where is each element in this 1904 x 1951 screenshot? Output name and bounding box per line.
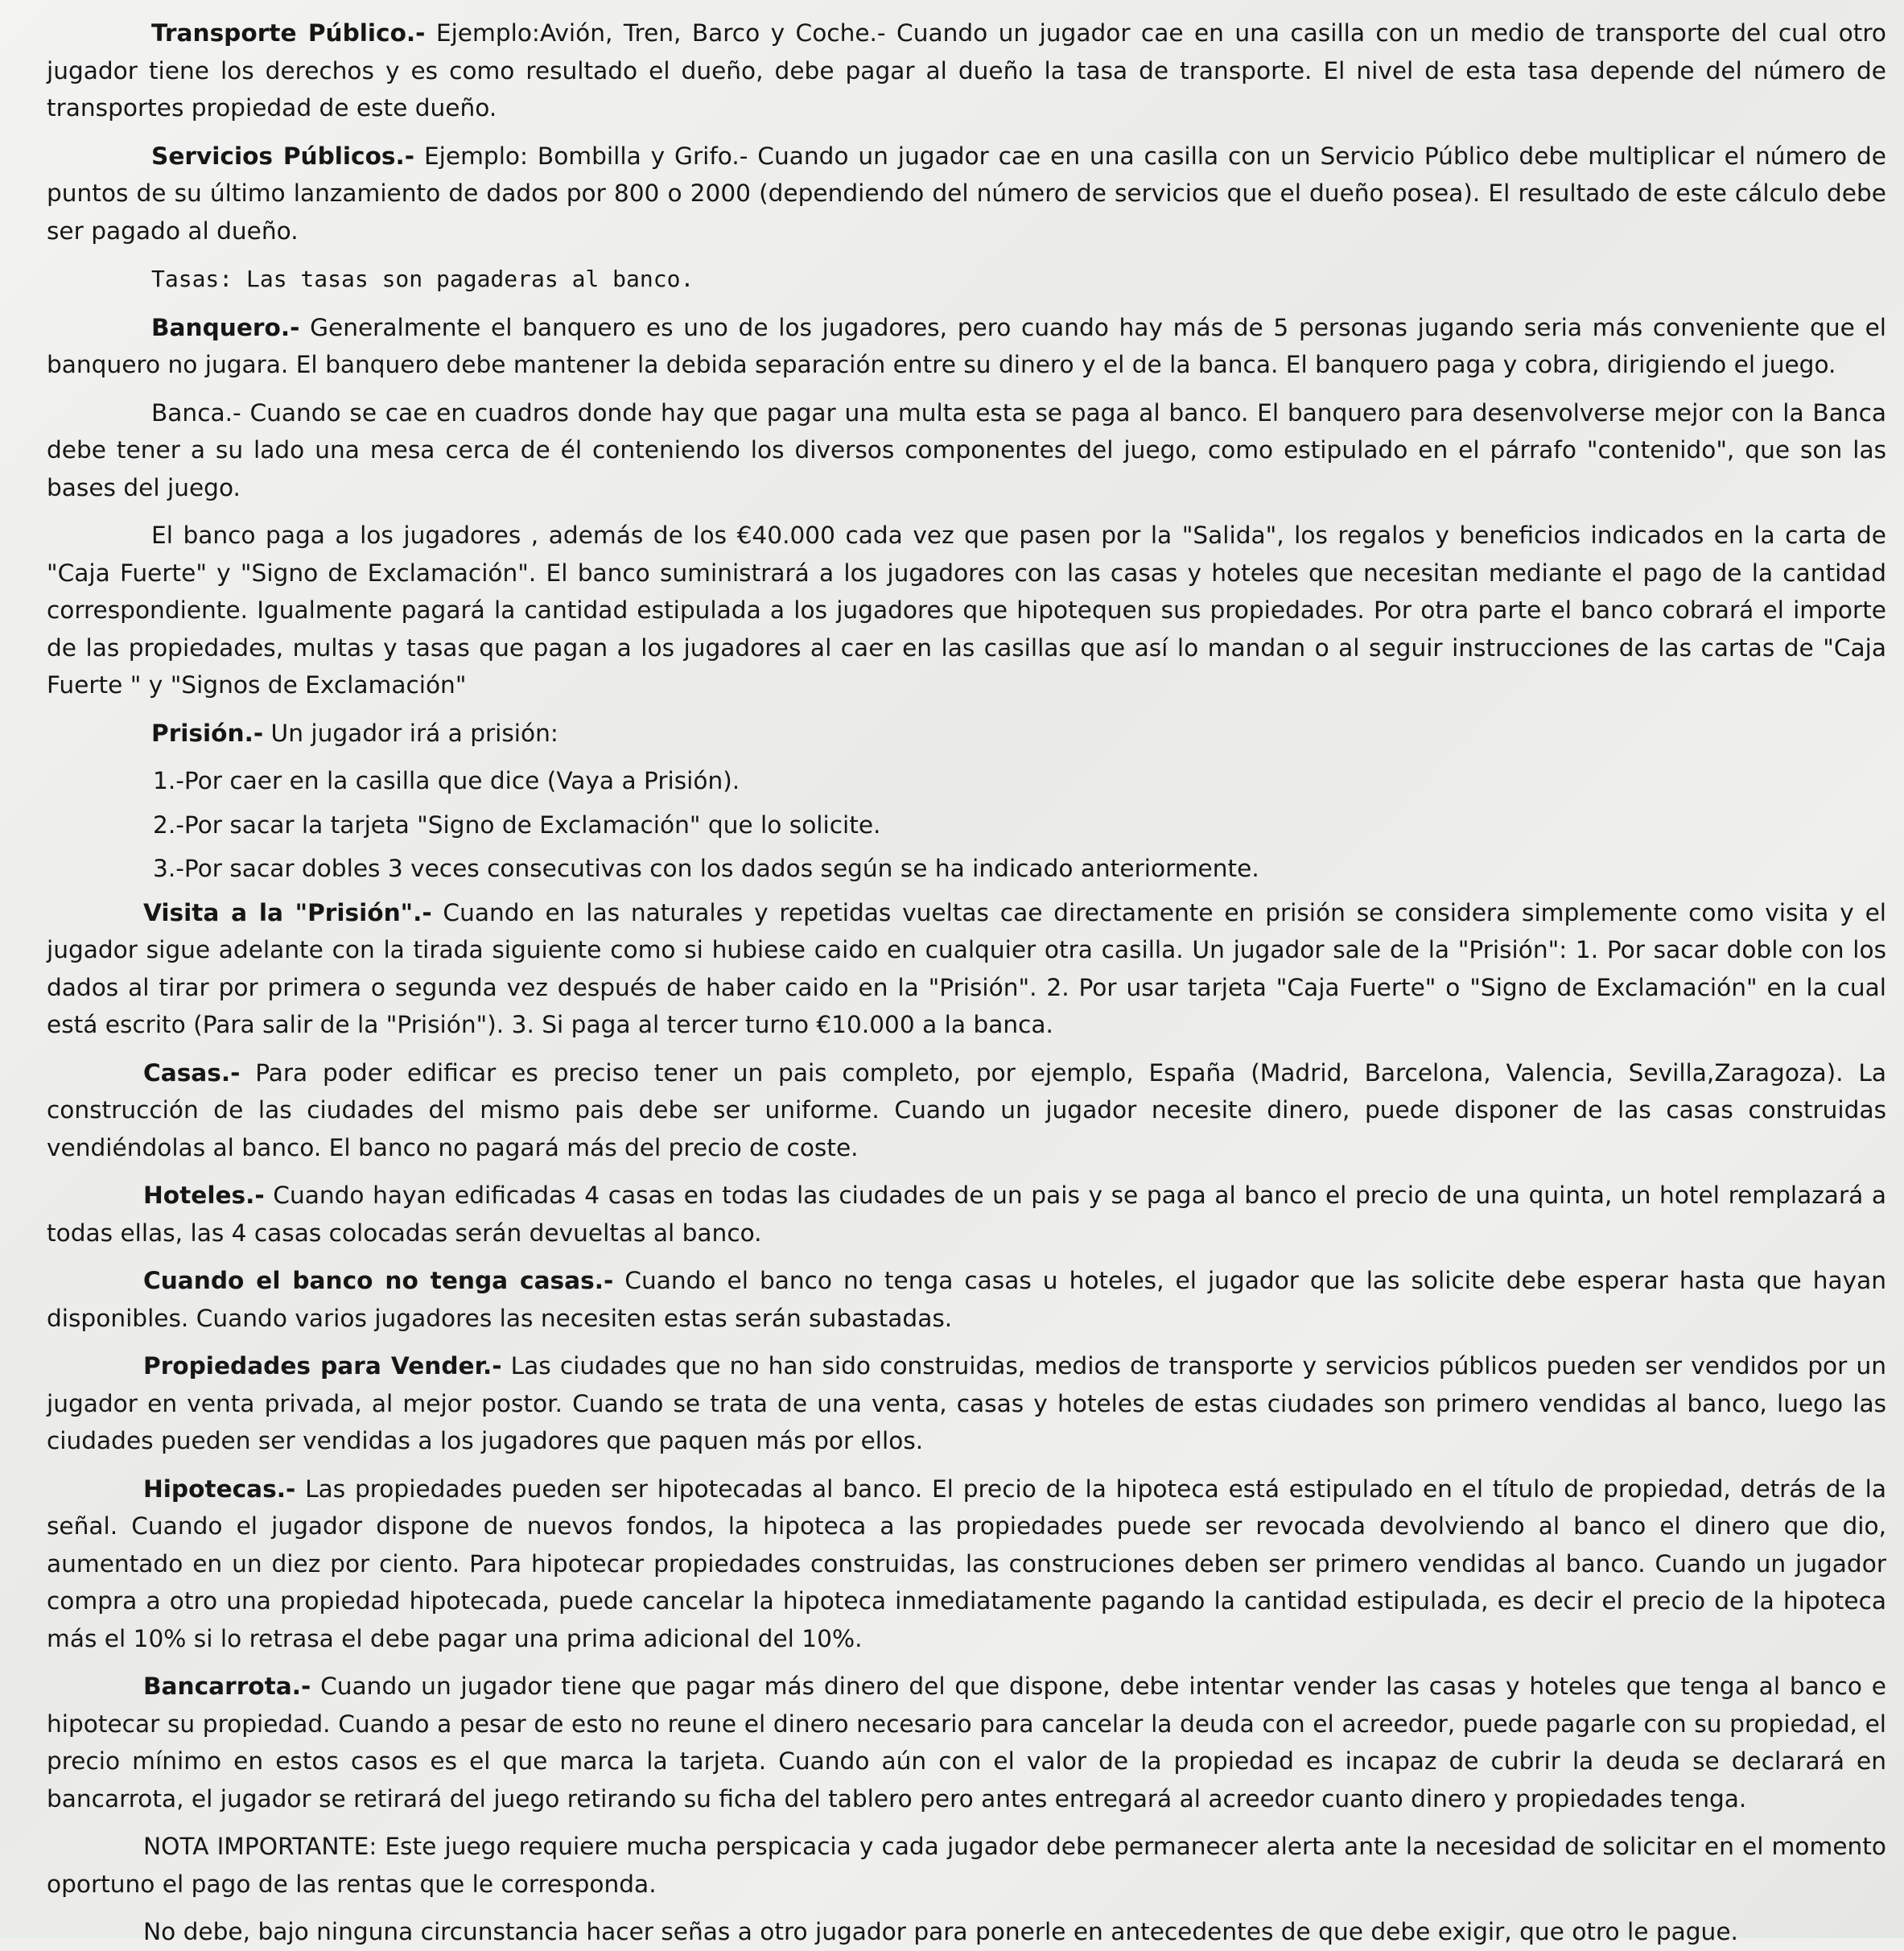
heading-visita-prision: Visita a la "Prisión".-: [143, 898, 432, 926]
paragraph-nota-importante: [47, 1828, 1886, 1903]
paragraph-no-debe: [47, 1913, 1886, 1951]
list-item: 2.-Por sacar la tarjeta "Signo de Exclamación" que lo solicite.: [153, 811, 881, 839]
paragraph-propiedades-vender: [47, 1347, 1886, 1460]
text-banquero: Generalmente el banquero es uno de los jugadores, pero cuando hay más de 5 personas jugando seria más conveniente que el banquero no jugara. El banquero debe mantener la debida separación entre su dinero y el de la banca. El banquero paga y cobra, dirigiendo el juego.: [47, 313, 1886, 378]
heading-sin-casas: Cuando el banco no tenga casas.-: [143, 1267, 614, 1294]
paragraph-tasas: [47, 260, 1886, 299]
text-hipotecas: Las propiedades pueden ser hipotecadas al banco. El precio de la hipoteca está estipulado en el título de propiedad, detrás de la señal. Cuando el jugador dispone de nuevos fondos, la hipoteca a las propiedades puede ser revocada devolviendo al banco el dinero que dio, aumentado en un diez por ciento. Para hipotecar propiedades construidas, las construciones deben ser primero vendidas al banco. Cuando un jugador compra a otro una propiedad hipotecada, puede cancelar la hipoteca inmediatamente pagando la cantidad estipulada, es decir el precio de la hipoteca más el 10% si lo retrasa el debe pagar una prima adicional del 10%.: [47, 1475, 1886, 1652]
heading-propiedades-vender: Propiedades para Vender.-: [143, 1352, 502, 1380]
paragraph-casas: [47, 1054, 1886, 1167]
heading-bancarrota: Bancarrota.-: [143, 1673, 311, 1700]
heading-prision: Prisión.-: [151, 719, 264, 747]
text-tasas: Tasas: Las tasas son pagaderas al banco.: [151, 266, 694, 292]
text-nota-importante: NOTA IMPORTANTE: Este juego requiere mucha perspicacia y cada jugador debe permanecer alerta ante la necesidad de solicitar en el momento oportuno el pago de las rentas que le corresponda.: [47, 1833, 1886, 1898]
text-no-debe: No debe, bajo ninguna circunstancia hacer señas a otro jugador para ponerle en antecedentes de que debe exigir, que otro le pague.: [143, 1918, 1738, 1945]
heading-servicios-publicos: Servicios Públicos.-: [151, 142, 415, 170]
text-prision: Un jugador irá a prisión:: [263, 719, 558, 747]
text-servicios-publicos: Ejemplo: Bombilla y Grifo.- Cuando un jugador cae en una casilla con un Servicio Público debe multiplicar el número de puntos de su último lanzamiento de dados por 800 o 2000 (dependiendo del número de servicios que el dueño posea). El resultado de este cálculo debe ser pagado al dueño.: [47, 142, 1887, 245]
paragraph-visita-prision: [47, 894, 1886, 1044]
text-sin-casas: Cuando el banco no tenga casas u hoteles, el jugador que las solicite debe esperar hasta que hayan disponibles. Cuando varios jugadores las necesiten estas serán subastadas.: [47, 1267, 1886, 1332]
paragraph-banca: [47, 394, 1886, 507]
heading-casas: Casas.-: [143, 1058, 241, 1087]
paragraph-prision: [47, 715, 1886, 753]
paragraph-banquero: [47, 309, 1886, 384]
paragraph-bancarrota: [47, 1668, 1886, 1817]
text-transporte-publico: Ejemplo:Avión, Tren, Barco y Coche.- Cuando un jugador cae en una casilla con un medio de transporte del cual otro jugador tiene los derechos y es como resultado el dueño, debe pagar al dueño la tasa de transporte. El nivel de esta tasa depende del número de transportes propiedad de este dueño.: [47, 19, 1886, 122]
text-banco-paga: El banco paga a los jugadores , además de los €40.000 cada vez que pasen por la "Salida", los regalos y beneficios indicados en la carta de "Caja Fuerte" y "Signo de Exclamación". El banco suministrará a los jugadores con las casas y hoteles que necesitan mediante el pago de la cantidad correspondiente. Igualmente pagará la cantidad estipulada a los jugadores que hipotequen sus propiedades. Por otra parte el banco cobrará el importe de las propiedades, multas y tasas que pagan a los jugadores al caer en las casillas que así lo mandan o al seguir instrucciones de las cartas de "Caja Fuerte " y "Signos de Exclamación": [47, 522, 1886, 699]
paragraph-hoteles: [47, 1177, 1886, 1252]
paragraph-sin-casas: [47, 1262, 1886, 1337]
paragraph-transporte-publico: [47, 14, 1886, 127]
list-item: 1.-Por caer en la casilla que dice (Vaya a Prisión).: [153, 767, 740, 794]
paragraph-banco-paga: [47, 517, 1886, 704]
heading-hoteles: Hoteles.-: [143, 1182, 265, 1209]
text-bancarrota: Cuando un jugador tiene que pagar más dinero del que dispone, debe intentar vender las casas y hoteles que tenga al banco e hipotecar su propiedad. Cuando a pesar de esto no reune el dinero necesario para cancelar la deuda con el acreedor, puede pagarle con su propiedad, el precio mínimo en estos casos es el que marca la tarjeta. Cuando aún con el valor de la propiedad es incapaz de cubrir la deuda se declarará en bancarrota, el jugador se retirará del juego retirando su ficha del tablero pero antes entregará al acreedor cuanto dinero y propiedades tenga.: [47, 1673, 1886, 1813]
text-banca: Banca.- Cuando se cae en cuadros donde hay que pagar una multa esta se paga al banco. El banquero para desenvolverse mejor con la Banca debe tener a su lado una mesa cerca de él conteniendo los diversos componentes del juego, como estipulado en el párrafo "contenido", que son las bases del juego.: [47, 398, 1886, 501]
heading-hipotecas: Hipotecas.-: [143, 1475, 296, 1503]
text-propiedades-vender: Las ciudades que no han sido construidas, medios de transporte y servicios públicos pueden ser vendidos por un jugador en venta privada, al mejor postor. Cuando se trata de una venta, casas y hoteles de estas ciudades son primero vendidas al banco, luego las ciudades pueden ser vendidas a los jugadores que paquen más por ellos.: [47, 1352, 1886, 1454]
text-casas: Para poder edificar es preciso tener un pais completo, por ejemplo, España (Madrid, Barcelona, Valencia, Sevilla,Zaragoza). La construcción de las ciudades del mismo pais debe ser uniforme. Cuando un jugador necesite dinero, puede disponer de las casas construidas vendiéndolas al banco. El banco no pagará más del precio de coste.: [47, 1058, 1886, 1161]
text-hoteles: Cuando hayan edificadas 4 casas en todas las ciudades de un pais y se paga al banco el precio de una quinta, un hotel remplazará a todas ellas, las 4 casas colocadas serán devueltas al banco.: [47, 1182, 1886, 1247]
list-item: 3.-Por sacar dobles 3 veces consecutivas con los dados según se ha indicado anteriormente.: [153, 855, 1259, 882]
text-visita-prision: Cuando en las naturales y repetidas vueltas cae directamente en prisión se considera simplemente como visita y el jugador sigue adelante con la tirada siguiente como si hubiese caido en cualquier otra casilla. Un jugador sale de la "Prisión": 1. Por sacar doble con los dados al tirar por primera o segunda vez después de haber caido en la "Prisión". 2. Por usar tarjeta "Caja Fuerte" o "Signo de Exclamación" en la cual está escrito (Para salir de la "Prisión"). 3. Si paga al tercer turno €10.000 a la banca.: [47, 898, 1887, 1038]
heading-transporte-publico: Transporte Público.-: [151, 19, 426, 47]
paragraph-servicios-publicos: [47, 138, 1886, 250]
heading-banquero: Banquero.-: [151, 313, 300, 341]
paragraph-hipotecas: [47, 1470, 1886, 1658]
